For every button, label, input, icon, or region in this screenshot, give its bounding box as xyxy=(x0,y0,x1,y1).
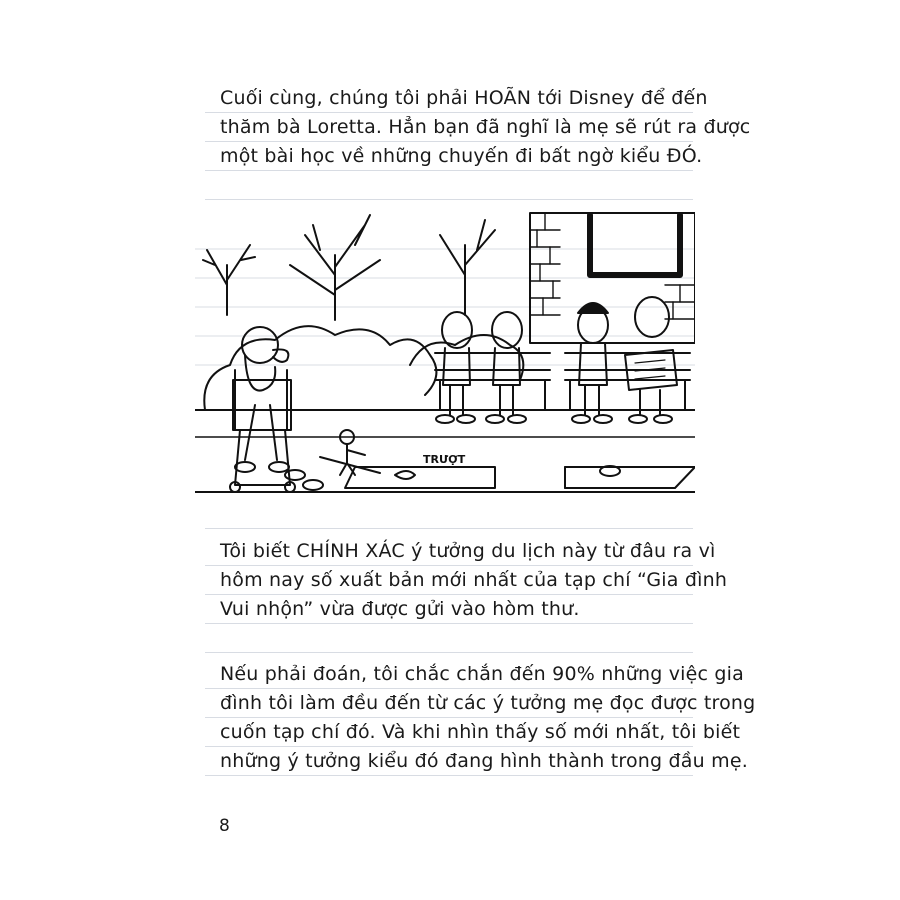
paragraph-3 xyxy=(220,660,756,776)
text-line: đình tôi làm đều đến từ các ý tưởng mẹ đọc được trong xyxy=(220,692,756,714)
text-line: Vui nhộn” vừa được gửi vào hòm thư. xyxy=(220,598,580,620)
paragraph-2 xyxy=(220,537,728,624)
park-illustration xyxy=(195,205,695,495)
paragraph-1 xyxy=(220,84,751,171)
text-line: cuốn tạp chí đó. Và khi nhìn thấy số mới nhất, tôi biết xyxy=(220,721,741,743)
ruled-line xyxy=(205,528,693,529)
text-line: Nếu phải đoán, tôi chắc chắn đến 90% những việc gia xyxy=(220,663,744,685)
ruled-line xyxy=(205,652,693,653)
text-line: một bài học về những chuyến đi bất ngờ kiểu ĐÓ. xyxy=(220,145,703,167)
text-line: hôm nay số xuất bản mới nhất của tạp chí “Gia đình xyxy=(220,569,728,591)
text-line: thăm bà Loretta. Hẳn bạn đã nghĩ là mẹ sẽ rút ra được xyxy=(220,116,751,138)
page-number: 8 xyxy=(219,816,230,836)
ruled-line xyxy=(205,199,693,200)
text-line: những ý tưởng kiểu đó đang hình thành trong đầu mẹ. xyxy=(220,750,748,772)
text-line: Cuối cùng, chúng tôi phải HOÃN tới Disney để đến xyxy=(220,87,708,109)
sound-effect-label: TRƯỢT xyxy=(423,453,466,466)
text-line: Tôi biết CHÍNH XÁC ý tưởng du lịch này từ đâu ra vì xyxy=(220,540,716,562)
